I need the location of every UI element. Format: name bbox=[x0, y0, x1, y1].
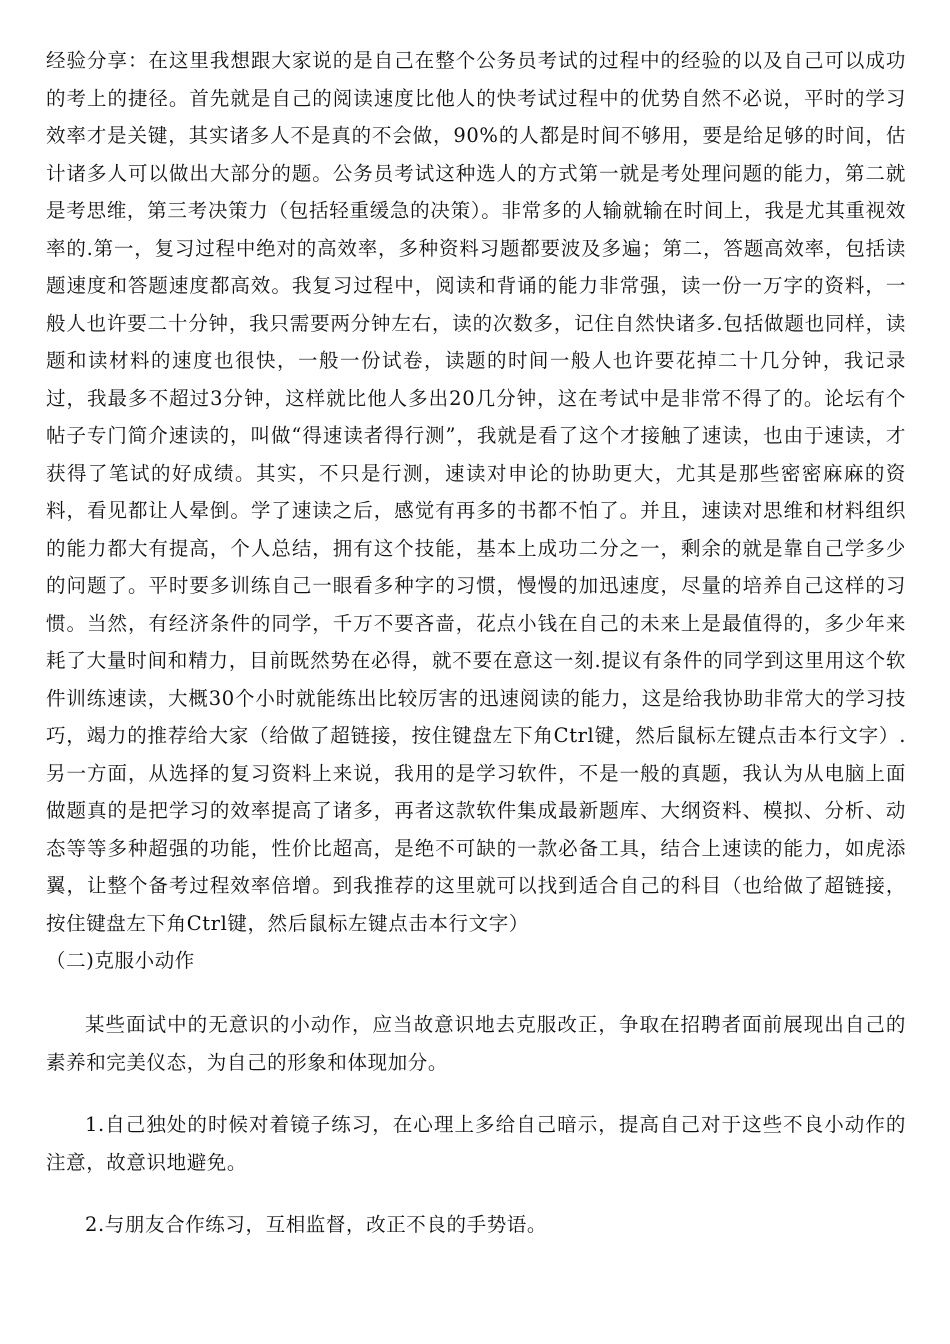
section-paragraph: 某些面试中的无意识的小动作，应当故意识地去克服改正，争取在招聘者面前展现出自己的素养和完美仪态，为自己的形象和体现加分。 bbox=[46, 1012, 906, 1074]
list-item-1: 1.自己独处的时候对着镜子练习，在心理上多给自己暗示，提高自己对于这些不良小动作的注意，故意识地避免。 bbox=[46, 1112, 906, 1174]
document-page bbox=[46, 42, 906, 1244]
spacer bbox=[46, 1082, 906, 1106]
spacer bbox=[46, 980, 906, 1006]
intro-paragraph: 经验分享：在这里我想跟大家说的是自己在整个公务员考试的过程中的经验的以及自己可以成功的考上的捷径。首先就是自己的阅读速度比他人的快考试过程中的优势自然不必说，平时的学习效率才是关键，其实诸多人不是真的不会做，90%的人都是时间不够用，要是给足够的时间，估计诸多人可以做出大部分的题。公务员考试这种选人的方式第一就是考处理问题的能力，第二就是考思维，第三考决策力（包括轻重缓急的决策）。非常多的人输就输在时间上，我是尤其重视效率的.第一，复习过程中绝对的高效率，多种资料习题都要波及多遍；第二，答题高效率，包括读题速度和答题速度都高效。我复习过程中，阅读和背诵的能力非常强，读一份一万字的资料，一般人也许要二十分钟，我只需要两分钟左右，读的次数多，记住自然快诸多.包括做题也同样，读题和读材料的速度也很快，一般一份试卷，读题的时间一般人也许要花掉二十几分钟，我记录过，我最多不超过3分钟，这样就比他人多出20几分钟，这在考试中是非常不得了的。论坛有个帖子专门简介速读的，叫做“得速读者得行测”，我就是看了这个才接触了速读，也由于速读，才获得了笔试的好成绩。其实，不只是行测，速读对申论的协助更大，尤其是那些密密麻麻的资料，看见都让人晕倒。学了速读之后，感觉有再多的书都不怕了。并且，速读对思维和材料组织的能力都大有提高，个人总结，拥有这个技能，基本上成功二分之一，剩余的就是靠自己学多少的问题了。平时要多训练自己一眼看多种字的习惯，慢慢的加迅速度，尽量的培养自己这样的习惯。当然，有经济条件的同学，千万不要吝啬，花点小钱在自己的未来上是最值得的，多少年来耗了大量时间和精力，目前既然势在必得，就不要在意这一刻.提议有条件的同学到这里用这个软件训练速读，大概30个小时就能练出比较厉害的迅速阅读的能力，这是给我协助非常大的学习技巧，竭力的推荐给大家（给做了超链接，按住键盘左下角Ctrl键，然后鼠标左键点击本行文字）.另一方面，从选择的复习资料上来说，我用的是学习软件，不是一般的真题，我认为从电脑上面做题真的是把学习的效率提高了诸多，再者这款软件集成最新题库、大纲资料、模拟、分析、动态等等多种超强的功能，性价比超高，是绝不可缺的一款必备工具，结合上速读的能力，如虎添翼，让整个备考过程效率倍增。到我推荐的这里就可以找到适合自己的科目（也给做了超链接，按住键盘左下角Ctrl键，然后鼠标左键点击本行文字） bbox=[46, 49, 906, 935]
spacer bbox=[46, 1182, 906, 1206]
list-item-2: 2.与朋友合作练习，互相监督，改正不良的手势语。 bbox=[85, 1212, 548, 1236]
section-heading: （二)克服小动作 bbox=[46, 949, 195, 972]
